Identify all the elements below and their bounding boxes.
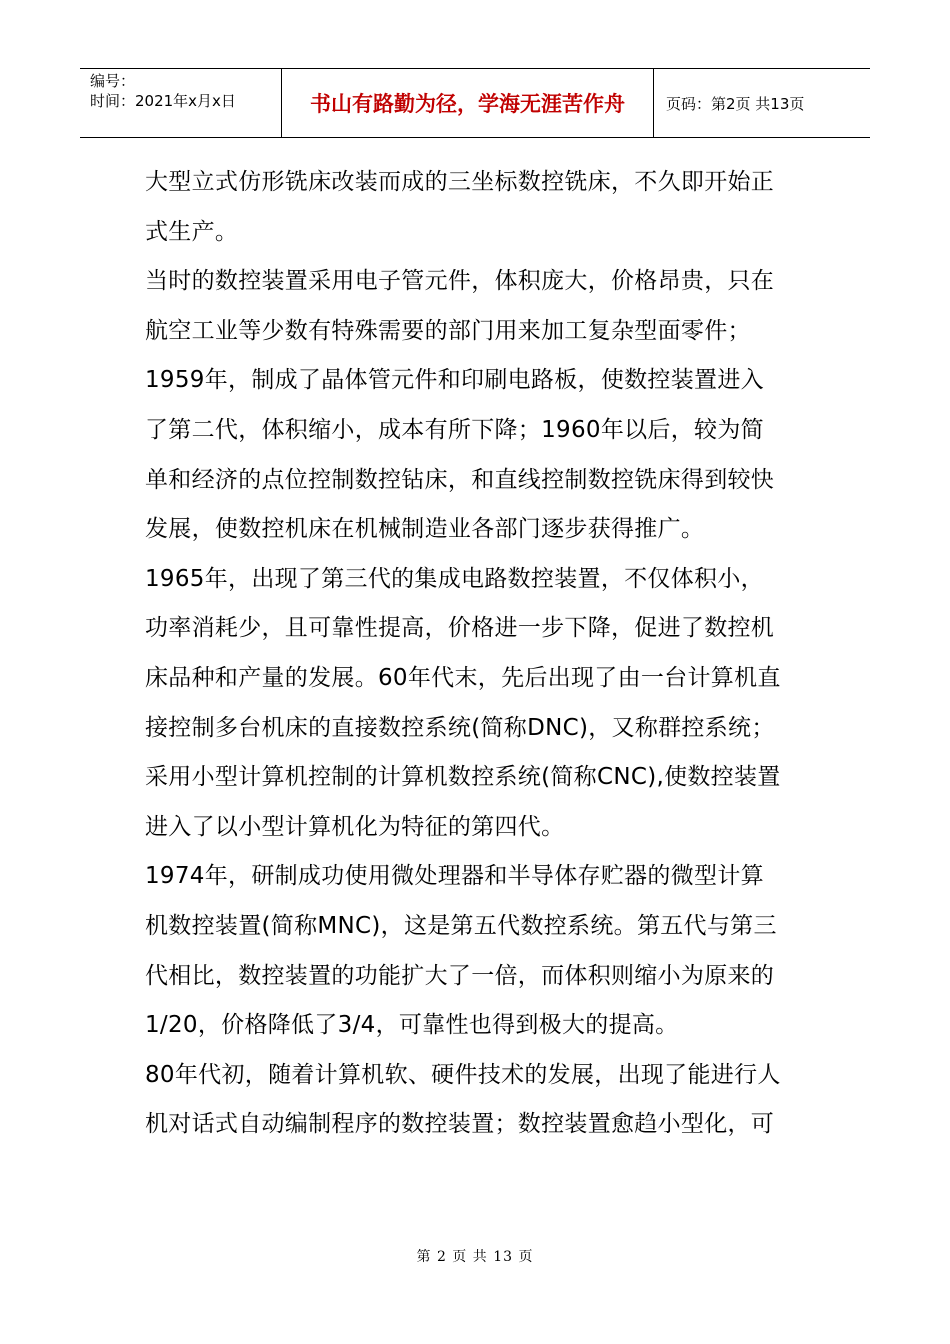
text-line: 机对话式自动编制程序的数控装置；数控装置愈趋小型化，可 [145, 1111, 775, 1138]
text-line: 式生产。 [145, 218, 239, 245]
text-line: 大型立式仿形铣床改装而成的三坐标数控铣床，不久即开始正 [145, 169, 775, 195]
text-line: 1/20，价格降低了3/4，可靠性也得到极大的提高。 [145, 1012, 679, 1039]
text-line: 1974年，研制成功使用微处理器和半导体存贮器的微型计算 [145, 863, 764, 890]
text-line: 1965年，出现了第三代的集成电路数控装置，不仅体积小， [145, 565, 764, 592]
text-line: 机数控装置(简称MNC)，这是第五代数控系统。第五代与第三 [145, 912, 777, 939]
text-line: 功率消耗少，且可靠性提高，价格进一步下降，促进了数控机 [145, 615, 775, 642]
text-line: 1959年，制成了晶体管元件和印刷电路板，使数控装置进入 [145, 367, 764, 394]
header-motto: 书山有路勤为径，学海无涯苦作舟 [282, 69, 654, 137]
header-page-info: 页码：第2页 共13页 [666, 94, 805, 113]
text-line: 采用小型计算机控制的计算机数控系统(简称CNC),使数控装置 [145, 764, 781, 791]
text-line: 接控制多台机床的直接数控系统(简称DNC)，又称群控系统； [145, 714, 775, 741]
document-body [145, 158, 810, 1150]
header-meta [80, 69, 282, 137]
text-line: 了第二代，体积缩小，成本有所下降；1960年以后，较为简 [145, 416, 764, 443]
text-line: 航空工业等少数有特殊需要的部门用来加工复杂型面零件； [145, 317, 751, 344]
text-line: 当时的数控装置采用电子管元件，体积庞大，价格昂贵，只在 [145, 268, 775, 295]
text-line: 单和经济的点位控制数控钻床，和直线控制数控铣床得到较快 [145, 466, 775, 493]
text-line: 80年代初，随着计算机软、硬件技术的发展，出现了能进行人 [145, 1061, 781, 1088]
text-line: 发展，使数控机床在机械制造业各部门逐步获得推广。 [145, 516, 705, 543]
document-number: 编号： [90, 72, 136, 90]
text-line: 代相比，数控装置的功能扩大了一倍，而体积则缩小为原来的 [145, 962, 775, 989]
text-line: 进入了以小型计算机化为特征的第四代。 [145, 813, 565, 840]
document-date: 时间：2021年x月x日 [90, 92, 236, 110]
text-line: 床品种和产量的发展。60年代末，先后出现了由一台计算机直 [145, 664, 781, 691]
page-footer: 第 2 页 共 13 页 [416, 1249, 534, 1265]
page-header [80, 68, 870, 138]
